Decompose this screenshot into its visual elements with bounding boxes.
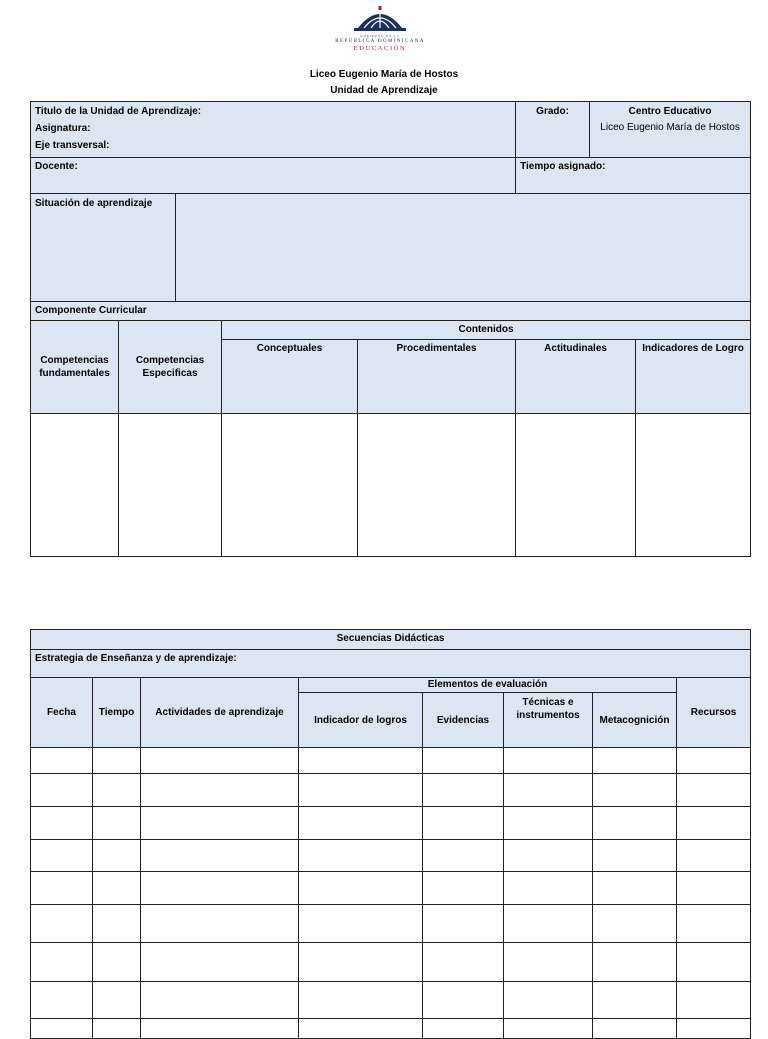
fecha-input[interactable] xyxy=(31,840,93,872)
elementos-header xyxy=(299,678,677,693)
comp-fund-header xyxy=(31,321,119,414)
tiempo-input[interactable] xyxy=(93,748,141,774)
estrategia-cell[interactable] xyxy=(31,650,751,678)
actitudinales-header xyxy=(516,340,636,414)
evidencias-input[interactable] xyxy=(423,1019,504,1039)
situacion-label: Situación de aprendizaje xyxy=(35,198,153,209)
recursos-input[interactable] xyxy=(677,943,751,982)
fecha-input[interactable] xyxy=(31,982,93,1019)
metacognicion-input[interactable] xyxy=(593,943,677,982)
indicador-input[interactable] xyxy=(299,943,423,982)
comp-fund-label: Competencias fundamentales xyxy=(39,355,110,379)
evidencias-input[interactable] xyxy=(423,748,504,774)
actitudinales-input[interactable] xyxy=(516,414,636,557)
centro-cell[interactable] xyxy=(590,102,751,158)
recursos-label: Recursos xyxy=(690,707,737,718)
elementos-label: Elementos de evaluación xyxy=(427,679,548,690)
evidencias-input[interactable] xyxy=(423,943,504,982)
dome-emblem-icon xyxy=(348,6,412,34)
tiempo-input[interactable] xyxy=(93,840,141,872)
indicadores-input[interactable] xyxy=(636,414,751,557)
metacognicion-header xyxy=(593,693,677,748)
indicador-input[interactable] xyxy=(299,1019,423,1039)
tecnicas-input[interactable] xyxy=(504,943,593,982)
actividades-input[interactable] xyxy=(141,905,299,943)
componente-label: Componente Curricular xyxy=(35,305,147,316)
metacognicion-input[interactable] xyxy=(593,872,677,905)
actividades-input[interactable] xyxy=(141,840,299,872)
table-row xyxy=(31,905,751,943)
comp-esp-header xyxy=(119,321,222,414)
metacognicion-input[interactable] xyxy=(593,807,677,840)
table-row xyxy=(31,943,751,982)
evidencias-label: Evidencias xyxy=(436,714,490,726)
docente-cell[interactable] xyxy=(31,158,516,194)
procedimentales-input[interactable] xyxy=(358,414,516,557)
titulo-label: Titulo de la Unidad de Aprendizaje: xyxy=(35,106,202,117)
document-subtitle: Unidad de Aprendizaje xyxy=(330,85,438,96)
table-row xyxy=(31,872,751,905)
tecnicas-input[interactable] xyxy=(504,807,593,840)
table-row xyxy=(31,748,751,774)
actividades-input[interactable] xyxy=(141,982,299,1019)
fecha-input[interactable] xyxy=(31,905,93,943)
sequence-table xyxy=(30,629,751,1039)
indicador-input[interactable] xyxy=(299,872,423,905)
comp-fund-input[interactable] xyxy=(31,414,119,557)
indicador-input[interactable] xyxy=(299,840,423,872)
tecnicas-input[interactable] xyxy=(504,840,593,872)
tiempo-input[interactable] xyxy=(93,943,141,982)
evidencias-input[interactable] xyxy=(423,905,504,943)
indicador-header xyxy=(299,693,423,748)
table-row xyxy=(31,982,751,1019)
grado-label: Grado: xyxy=(536,106,569,117)
indicadores-label: Indicadores de Logro xyxy=(642,343,744,354)
eje-label: Eje transversal: xyxy=(35,140,110,151)
actividades-header xyxy=(141,678,299,748)
fecha-label: Fecha xyxy=(47,707,76,718)
recursos-input[interactable] xyxy=(677,982,751,1019)
fecha-header xyxy=(31,678,93,748)
table-row xyxy=(31,774,751,807)
docente-label: Docente: xyxy=(35,161,78,172)
tiempo-col-label: Tiempo xyxy=(98,707,135,718)
table-row xyxy=(31,840,751,872)
procedimentales-label: Procedimentales xyxy=(396,343,477,354)
recursos-input[interactable] xyxy=(677,774,751,807)
metacognicion-input[interactable] xyxy=(593,748,677,774)
situacion-input-cell[interactable] xyxy=(176,194,751,302)
procedimentales-header xyxy=(358,340,516,414)
evidencias-input[interactable] xyxy=(423,982,504,1019)
tiempo-label: Tiempo asignado: xyxy=(520,161,606,172)
indicador-label: Indicador de logros xyxy=(314,714,407,726)
centro-label: Centro Educativo xyxy=(628,106,712,117)
fecha-input[interactable] xyxy=(31,807,93,840)
tiempo-cell[interactable] xyxy=(516,158,751,194)
centro-value: Liceo Eugenio María de Hostos xyxy=(600,122,740,133)
indicador-input[interactable] xyxy=(299,807,423,840)
contenidos-header xyxy=(222,321,751,340)
logo-republica-text: REPÚBLICA DOMINICANA xyxy=(335,39,425,44)
actividades-input[interactable] xyxy=(141,943,299,982)
comp-esp-input[interactable] xyxy=(119,414,222,557)
unit-info-cell[interactable] xyxy=(31,102,516,158)
componente-cell xyxy=(31,302,751,321)
evidencias-header xyxy=(423,693,504,748)
indicador-input[interactable] xyxy=(299,982,423,1019)
logo-gobierno-text: GOBIERNO DE LA xyxy=(360,34,400,38)
actividades-input[interactable] xyxy=(141,872,299,905)
metacognicion-input[interactable] xyxy=(593,1019,677,1039)
actitudinales-label: Actitudinales xyxy=(544,343,607,354)
sequence-title-cell xyxy=(31,630,751,650)
metacognicion-input[interactable] xyxy=(593,982,677,1019)
table-row xyxy=(31,1019,751,1039)
metacognicion-input[interactable] xyxy=(593,905,677,943)
tiempo-input[interactable] xyxy=(93,982,141,1019)
table-row xyxy=(31,807,751,840)
fecha-input[interactable] xyxy=(31,943,93,982)
conceptuales-header xyxy=(222,340,358,414)
tiempo-input[interactable] xyxy=(93,872,141,905)
grado-cell[interactable] xyxy=(516,102,590,158)
fecha-input[interactable] xyxy=(31,872,93,905)
comp-esp-label: Competencias Especificas xyxy=(135,355,205,379)
recursos-input[interactable] xyxy=(677,1019,751,1039)
conceptuales-label: Conceptuales xyxy=(256,343,323,354)
recursos-input[interactable] xyxy=(677,807,751,840)
evidencias-input[interactable] xyxy=(423,840,504,872)
indicadores-header xyxy=(636,340,751,414)
actividades-input[interactable] xyxy=(141,774,299,807)
tiempo-input[interactable] xyxy=(93,905,141,943)
contenidos-label: Contenidos xyxy=(458,324,514,335)
actividades-input[interactable] xyxy=(141,1019,299,1039)
evidencias-input[interactable] xyxy=(423,807,504,840)
estrategia-label: Estrategia de Enseñanza y de aprendizaje: xyxy=(35,653,237,664)
indicador-input[interactable] xyxy=(299,748,423,774)
sequence-title: Secuencias Didácticas xyxy=(336,633,445,644)
logo-educacion-text: EDUCACIÓN xyxy=(353,45,407,52)
actividades-label: Actividades de aprendizaje xyxy=(155,707,284,718)
metacognicion-label: Metacognición xyxy=(599,714,670,726)
evidencias-input[interactable] xyxy=(423,872,504,905)
asignatura-label: Asignatura: xyxy=(35,123,91,134)
recursos-input[interactable] xyxy=(677,840,751,872)
tiempo-input[interactable] xyxy=(93,807,141,840)
recursos-header xyxy=(677,678,751,748)
indicador-input[interactable] xyxy=(299,774,423,807)
unit-table xyxy=(30,101,751,557)
situacion-label-cell xyxy=(31,194,176,302)
tecnicas-input[interactable] xyxy=(504,905,593,943)
fecha-input[interactable] xyxy=(31,748,93,774)
fecha-input[interactable] xyxy=(31,1019,93,1039)
tiempo-input[interactable] xyxy=(93,1019,141,1039)
ministry-logo xyxy=(318,6,442,56)
evidencias-input[interactable] xyxy=(423,774,504,807)
conceptuales-input[interactable] xyxy=(222,414,358,557)
indicador-input[interactable] xyxy=(299,905,423,943)
tecnicas-input[interactable] xyxy=(504,748,593,774)
tecnicas-header xyxy=(504,693,593,748)
tecnicas-input[interactable] xyxy=(504,982,593,1019)
tiempo-input[interactable] xyxy=(93,774,141,807)
metacognicion-input[interactable] xyxy=(593,774,677,807)
recursos-input[interactable] xyxy=(677,872,751,905)
tecnicas-label: Técnicas e instrumentos xyxy=(516,697,580,721)
actividades-input[interactable] xyxy=(141,748,299,774)
tecnicas-input[interactable] xyxy=(504,872,593,905)
recursos-input[interactable] xyxy=(677,905,751,943)
actividades-input[interactable] xyxy=(141,807,299,840)
tiempo-header xyxy=(93,678,141,748)
recursos-input[interactable] xyxy=(677,748,751,774)
metacognicion-input[interactable] xyxy=(593,840,677,872)
fecha-input[interactable] xyxy=(31,774,93,807)
tecnicas-input[interactable] xyxy=(504,1019,593,1039)
tecnicas-input[interactable] xyxy=(504,774,593,807)
school-name: Liceo Eugenio María de Hostos xyxy=(309,69,459,80)
